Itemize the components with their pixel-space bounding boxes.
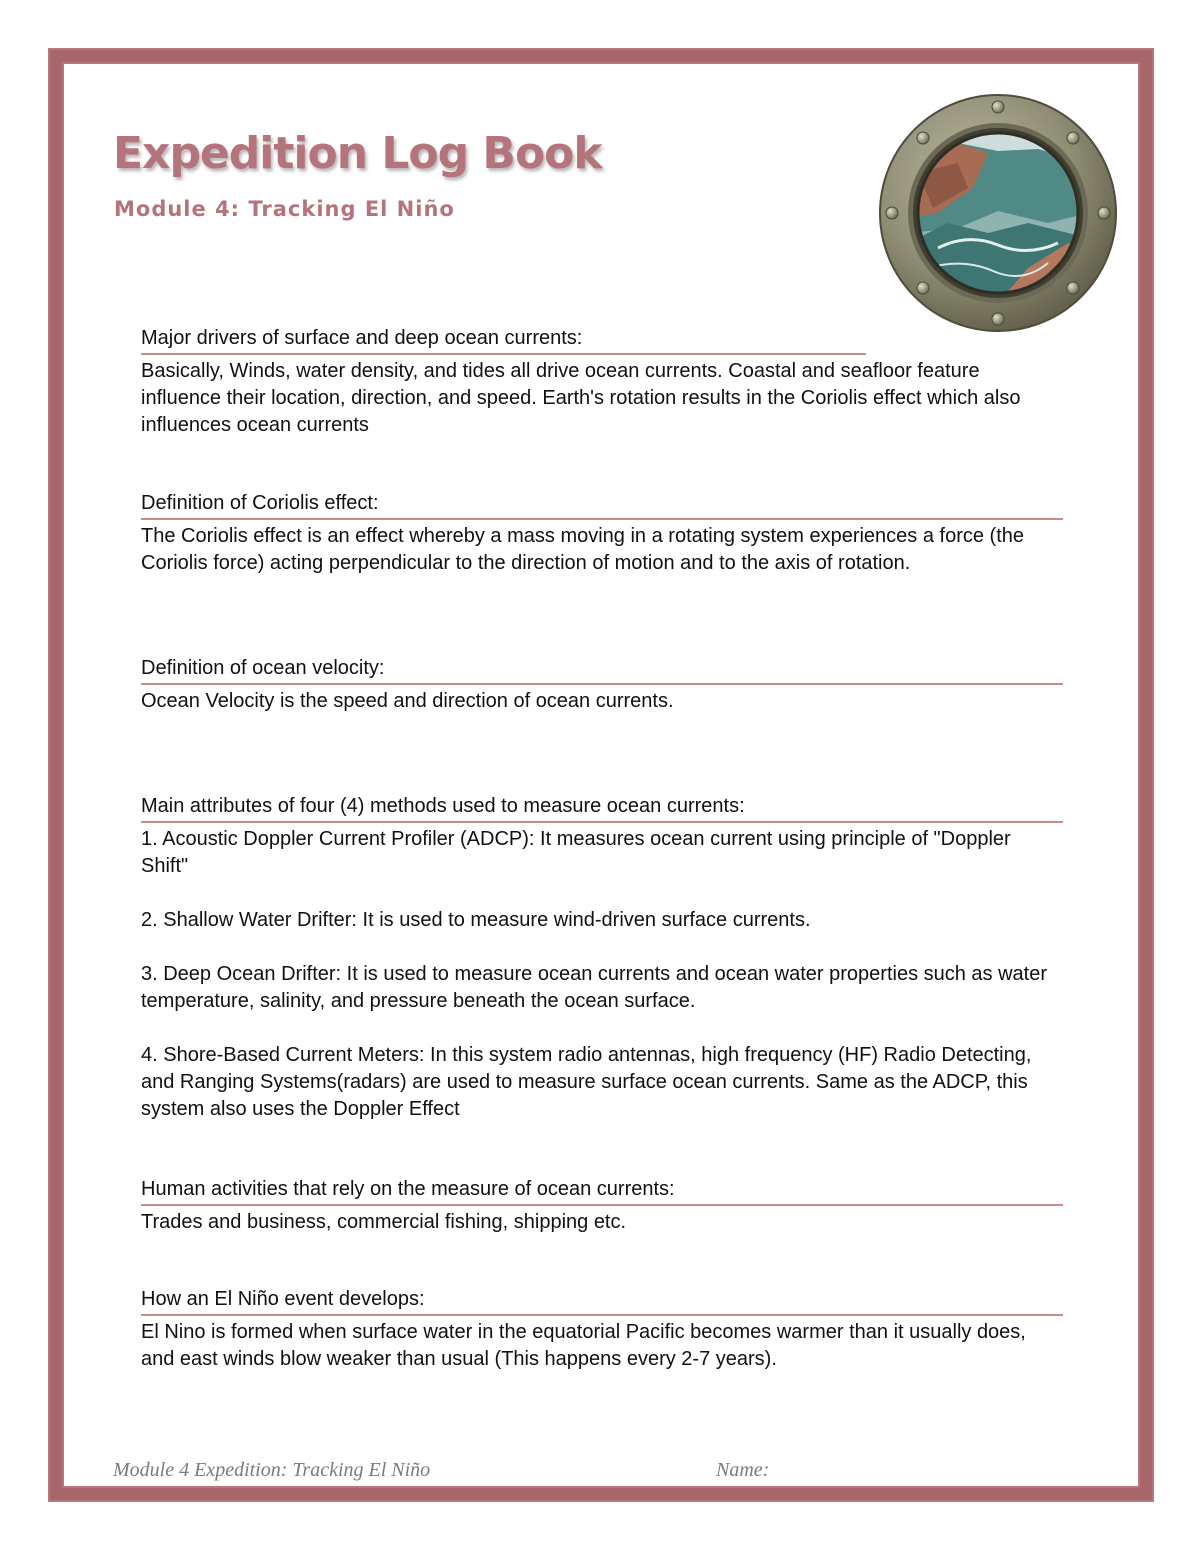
section-human-activities	[141, 1176, 1063, 1236]
section-heading: Major drivers of surface and deep ocean currents:	[141, 325, 866, 355]
page-subtitle: Module 4: Tracking El Niño	[114, 197, 455, 221]
list-item: 3. Deep Ocean Drifter: It is used to measure ocean currents and ocean water properties such as water temperature, salinity, and pressure beneath the ocean surface.	[141, 963, 1048, 1012]
section-velocity	[141, 655, 1063, 715]
section-heading: Definition of Coriolis effect:	[141, 490, 1063, 520]
footer-name-label: Name:	[716, 1459, 770, 1481]
section-coriolis	[141, 490, 1063, 577]
list-item: 4. Shore-Based Current Meters: In this system radio antennas, high frequency (HF) Radio Detecting, and Ranging Systems(radars) are used to measure surface ocean currents. Same as the ADCP, this system also uses the Doppler Effect	[141, 1044, 1032, 1120]
page-title: Expedition Log Book	[113, 128, 602, 179]
section-body: The Coriolis effect is an effect whereby a mass moving in a rotating system experiences a force (the Coriolis force) acting perpendicular to the direction of motion and to the axis of rotation.	[141, 525, 1025, 574]
section-methods	[141, 793, 1063, 1150]
section-body: Trades and business, commercial fishing, shipping etc.	[141, 1211, 627, 1233]
section-body: Basically, Winds, water density, and tides all drive ocean currents. Coastal and seafloor feature influence their location, direction, and speed. Earth's rotation results in the Coriolis effect which also influences ocean currents	[141, 360, 1021, 436]
section-body: El Nino is formed when surface water in the equatorial Pacific becomes warmer than it usually does, and east winds blow weaker than usual (This happens every 2-7 years).	[141, 1321, 1026, 1370]
porthole-icon	[878, 93, 1118, 333]
section-heading: Human activities that rely on the measure of ocean currents:	[141, 1176, 1063, 1206]
section-drivers	[141, 325, 1063, 439]
section-heading: Main attributes of four (4) methods used to measure ocean currents:	[141, 793, 1063, 823]
list-item: 1. Acoustic Doppler Current Profiler (ADCP): It measures ocean current using principle of "Doppler Shift"	[141, 828, 1011, 877]
section-heading: Definition of ocean velocity:	[141, 655, 1063, 685]
section-el-nino	[141, 1286, 1063, 1373]
footer-module-title: Module 4 Expedition: Tracking El Niño	[113, 1459, 431, 1481]
list-item: 2. Shallow Water Drifter: It is used to measure wind-driven surface currents.	[141, 909, 811, 931]
section-body: Ocean Velocity is the speed and direction of ocean currents.	[141, 690, 674, 712]
section-heading: How an El Niño event develops:	[141, 1286, 1063, 1316]
